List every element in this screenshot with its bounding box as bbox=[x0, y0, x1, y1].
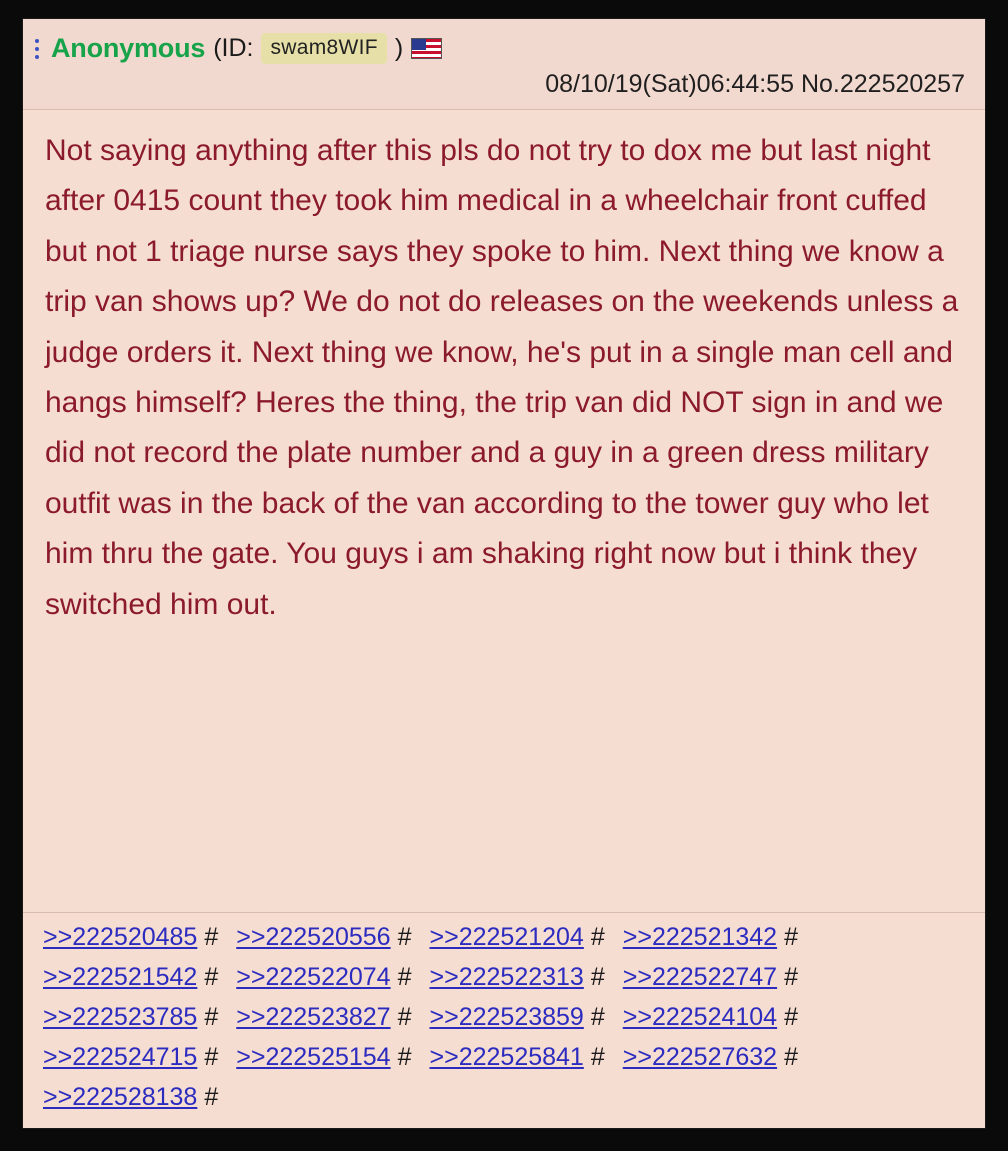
backlink-hash[interactable]: # bbox=[590, 923, 605, 951]
backlink-group bbox=[43, 1043, 218, 1072]
backlink-hash[interactable]: # bbox=[590, 963, 605, 991]
backlink-hash[interactable]: # bbox=[784, 963, 798, 991]
backlink-group bbox=[623, 963, 798, 992]
backlink-hash[interactable]: # bbox=[204, 1003, 219, 1031]
backlink-group bbox=[43, 1003, 218, 1032]
backlink[interactable]: >>222528138 bbox=[43, 1083, 198, 1111]
backlink-group bbox=[430, 923, 605, 952]
backlink-hash[interactable]: # bbox=[784, 1003, 798, 1031]
post-number[interactable]: No.222520257 bbox=[800, 70, 965, 98]
poster-name: Anonymous bbox=[51, 33, 206, 63]
backlink-group bbox=[623, 1003, 798, 1032]
backlink[interactable]: >>222522747 bbox=[622, 963, 778, 991]
post-menu-icon[interactable] bbox=[35, 39, 41, 59]
backlink[interactable]: >>222523827 bbox=[236, 1003, 391, 1031]
id-paren-close: ) bbox=[394, 34, 404, 62]
backlink[interactable]: >>222524715 bbox=[43, 1043, 198, 1071]
backlink[interactable]: >>222527632 bbox=[622, 1043, 778, 1071]
id-label: (ID: bbox=[213, 34, 254, 62]
backlink-hash[interactable]: # bbox=[397, 923, 412, 951]
backlink-group bbox=[430, 1043, 605, 1072]
backlink[interactable]: >>222521204 bbox=[429, 923, 584, 951]
backlink-group bbox=[623, 923, 798, 952]
backlink-hash[interactable]: # bbox=[397, 1043, 412, 1071]
backlink[interactable]: >>222523785 bbox=[43, 1003, 198, 1031]
backlink[interactable]: >>222525841 bbox=[429, 1043, 584, 1071]
backlink-group bbox=[236, 923, 411, 952]
backlink-hash[interactable]: # bbox=[204, 1083, 219, 1111]
backlink-group bbox=[430, 1003, 605, 1032]
backlink-hash[interactable]: # bbox=[590, 1003, 605, 1031]
backlink[interactable]: >>222522074 bbox=[236, 963, 391, 991]
backlink-row bbox=[43, 1043, 969, 1072]
backlink-row bbox=[43, 963, 969, 992]
backlink[interactable]: >>222523859 bbox=[429, 1003, 584, 1031]
backlink-hash[interactable]: # bbox=[784, 1043, 798, 1071]
backlink[interactable]: >>222520485 bbox=[43, 923, 198, 951]
backlink[interactable]: >>222521542 bbox=[43, 963, 198, 991]
post-timestamp: 08/10/19(Sat)06:44:55 bbox=[545, 70, 794, 98]
backlink-group bbox=[43, 963, 218, 992]
backlink-hash[interactable]: # bbox=[397, 1003, 412, 1031]
post-container bbox=[22, 18, 986, 1129]
backlink-group bbox=[236, 1003, 411, 1032]
us-flag-icon bbox=[411, 38, 442, 59]
backlink-list bbox=[23, 912, 985, 1128]
backlink-hash[interactable]: # bbox=[204, 963, 219, 991]
backlink-group bbox=[236, 963, 411, 992]
poster-id-chip[interactable]: swam8WIF bbox=[261, 33, 386, 64]
backlink-group bbox=[43, 923, 218, 952]
backlink-row bbox=[43, 1003, 969, 1032]
backlink[interactable]: >>222524104 bbox=[622, 1003, 778, 1031]
backlink-group bbox=[430, 963, 605, 992]
backlink-hash[interactable]: # bbox=[204, 1043, 219, 1071]
backlink-group bbox=[43, 1083, 218, 1112]
backlink[interactable]: >>222522313 bbox=[429, 963, 584, 991]
post-comment: Not saying anything after this pls do not try to dox me but last night after 0415 count they took him medical in a wheelchair front cuffed but not 1 triage nurse says they spoke to him. Next thing we know a trip van shows up? We do not do releases on the weekends unless a judge orders it. Next thing we know, he's put in a single man cell and hangs himself? Heres the thing, the trip van did NOT sign in and we did not record the plate number and a guy in a green dress military outfit was in the back of the van according to the tower guy who let him thru the gate. You guys i am shaking right now but i think they switched him out. bbox=[45, 134, 959, 621]
backlink-row bbox=[43, 1083, 969, 1112]
backlink-hash[interactable]: # bbox=[784, 923, 798, 951]
post-header-line-identity bbox=[35, 33, 969, 64]
backlink-hash[interactable]: # bbox=[204, 923, 219, 951]
backlink-hash[interactable]: # bbox=[397, 963, 412, 991]
backlink-group bbox=[623, 1043, 798, 1072]
post-meta-line bbox=[35, 70, 969, 99]
backlink-row bbox=[43, 923, 969, 952]
backlink[interactable]: >>222525154 bbox=[236, 1043, 391, 1071]
backlink[interactable]: >>222520556 bbox=[236, 923, 391, 951]
backlink-group bbox=[236, 1043, 411, 1072]
post-header bbox=[23, 19, 985, 110]
backlink[interactable]: >>222521342 bbox=[622, 923, 778, 951]
backlink-hash[interactable]: # bbox=[590, 1043, 605, 1071]
